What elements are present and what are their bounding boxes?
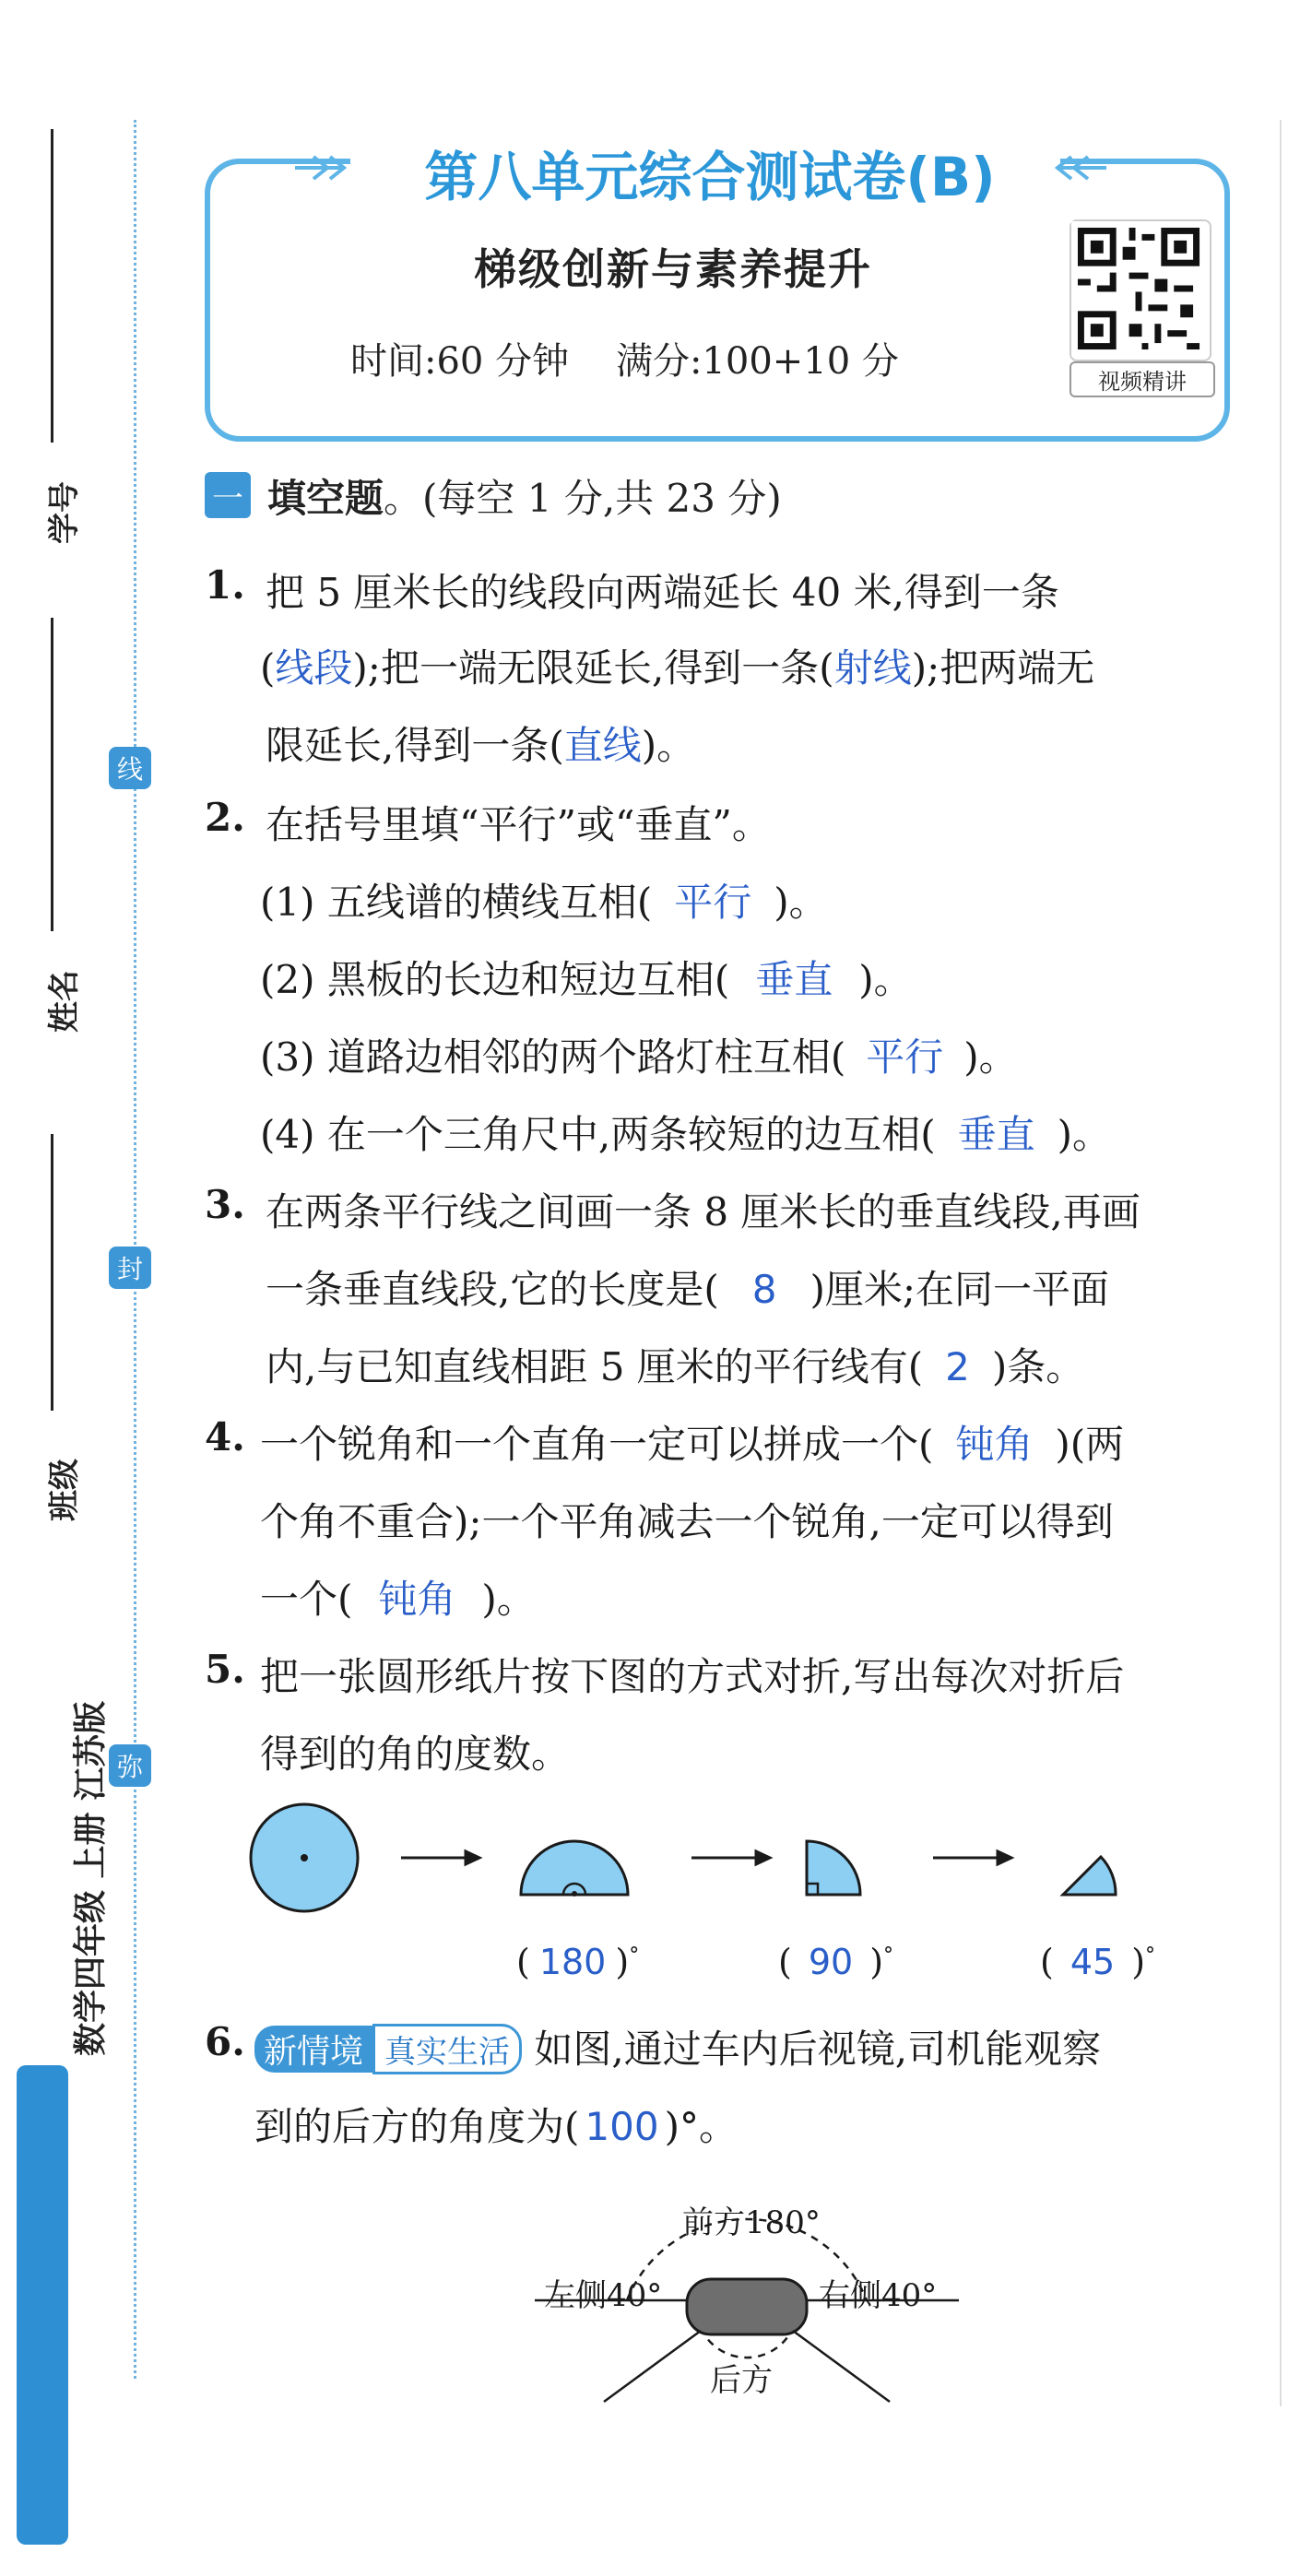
section-number-badge: 一 bbox=[205, 472, 251, 518]
class-label: 班级 bbox=[46, 1459, 83, 1521]
q5-number: 5. bbox=[205, 1647, 245, 1692]
qr-code[interactable] bbox=[1070, 219, 1211, 361]
q3-number: 3. bbox=[205, 1182, 245, 1227]
q4-line2: 个角不重合);一个平角减去一个锐角,一定可以得到 bbox=[260, 1499, 1114, 1544]
q2-sub2-answer: 垂直 bbox=[755, 957, 833, 1002]
new-context-badge: 新情境 bbox=[254, 2026, 372, 2073]
q5-answer-180: ( 180 )° bbox=[516, 1942, 640, 1982]
book-tag bbox=[17, 1577, 110, 2563]
qr-code-icon bbox=[1071, 221, 1206, 356]
half-circle-paper bbox=[521, 1841, 628, 1895]
q4-number: 4. bbox=[205, 1414, 245, 1459]
page-title: 第八单元综合测试卷(B) bbox=[424, 146, 996, 208]
front-label: 前方180° bbox=[682, 2204, 821, 2241]
quarter-circle-paper bbox=[807, 1841, 860, 1895]
q2-sub1: (1) 五线谱的横线互相( 平行 )。 bbox=[260, 880, 828, 925]
q1-line1: 把 5 厘米长的线段向两端延长 40 米,得到一条 bbox=[266, 570, 1059, 615]
back-label: 后方 bbox=[710, 2362, 773, 2399]
qr-caption: 视频精讲 bbox=[1070, 361, 1215, 397]
q1-answer3: 直线 bbox=[563, 723, 642, 768]
seal-line-mark: 线 bbox=[109, 747, 151, 789]
right-label: 右侧40° bbox=[819, 2277, 938, 2314]
q4-answer2: 钝角 bbox=[378, 1577, 456, 1622]
q5-line2: 得到的角的度数。 bbox=[260, 1731, 571, 1777]
student-no-label: 学号 bbox=[46, 481, 83, 544]
q1-line2: (线段);把一端无限延长,得到一条(射线);把两端无 bbox=[260, 645, 1095, 691]
q2-sub4: (4) 在一个三角尺中,两条较短的边互相( 垂直 )。 bbox=[260, 1112, 1111, 1157]
q2-sub3: (3) 道路边相邻的两个路灯柱互相( 平行 )。 bbox=[260, 1034, 1018, 1080]
q4-line3: 一个( 钝角 )。 bbox=[260, 1577, 536, 1622]
q3-answer2: 2 bbox=[945, 1344, 970, 1389]
seal-seal-mark: 封 bbox=[109, 1247, 151, 1289]
page-edge-line bbox=[1280, 120, 1282, 2406]
q3-answer1: 8 bbox=[751, 1267, 777, 1312]
q2-sub2: (2) 黑板的长边和短边互相( 垂直 )。 bbox=[260, 957, 913, 1002]
q2-sub1-answer: 平行 bbox=[674, 880, 752, 925]
exam-meta: 时间:60 分钟 满分:100+10 分 bbox=[350, 340, 899, 383]
book-info: 数学四年级 上册 江苏版 bbox=[72, 1700, 110, 2056]
q3-line2: 一条垂直线段,它的长度是( 8 )厘米;在同一平面 bbox=[266, 1267, 1110, 1312]
q2-line1: 在括号里填“平行”或“垂直”。 bbox=[266, 802, 771, 847]
left-label: 左侧40° bbox=[544, 2277, 663, 2314]
q2-sub3-answer: 平行 bbox=[866, 1034, 944, 1080]
brand-logo: 亮点给力大试卷 bbox=[17, 2065, 68, 2545]
q4-answer1: 钝角 bbox=[955, 1422, 1034, 1467]
student-no-rule bbox=[51, 129, 53, 443]
section-heading: 填空题。(每空 1 分,共 23 分) bbox=[267, 476, 782, 521]
seal-mi-mark: 弥 bbox=[109, 1744, 151, 1787]
q3-line1: 在两条平行线之间画一条 8 厘米长的垂直线段,再画 bbox=[266, 1189, 1140, 1235]
name-label: 姓名 bbox=[46, 970, 83, 1033]
half-center-dot bbox=[572, 1891, 577, 1897]
q5-line1: 把一张圆形纸片按下图的方式对折,写出每次对折后 bbox=[260, 1654, 1125, 1699]
right-sight-line bbox=[793, 2331, 890, 2402]
mirror-icon bbox=[687, 2279, 807, 2334]
q1-answer2: 射线 bbox=[833, 645, 912, 691]
page-subtitle: 梯级创新与素养提升 bbox=[474, 244, 872, 294]
q6-line1: 新情境 真实生活 如图,通过车内后视镜,司机能观察 bbox=[254, 2019, 1101, 2074]
q6-line2: 到的后方的角度为( 100 )°。 bbox=[254, 2104, 738, 2149]
q1-answer1: 线段 bbox=[275, 645, 353, 691]
q5-answer-45: ( 45 )° bbox=[1040, 1942, 1156, 1982]
q1-line3: 限延长,得到一条(直线)。 bbox=[266, 723, 696, 768]
name-rule bbox=[51, 618, 53, 931]
eighth-circle-paper bbox=[1063, 1857, 1116, 1895]
left-sight-line bbox=[604, 2331, 701, 2402]
q6-number: 6. bbox=[205, 2019, 245, 2064]
q6-answer: 100 bbox=[585, 2104, 659, 2149]
circle-center-dot bbox=[301, 1854, 308, 1861]
real-life-badge: 真实生活 bbox=[372, 2024, 522, 2074]
folding-figure bbox=[240, 1798, 1162, 1936]
q4-line1: 一个锐角和一个直角一定可以拼成一个( 钝角 )(两 bbox=[260, 1422, 1125, 1467]
q2-number: 2. bbox=[205, 795, 245, 840]
q5-answer-90: ( 90 )° bbox=[778, 1942, 894, 1982]
q2-sub4-answer: 垂直 bbox=[957, 1112, 1035, 1157]
q3-line3: 内,与已知直线相距 5 厘米的平行线有( 2 )条。 bbox=[266, 1344, 1085, 1389]
q1-number: 1. bbox=[205, 562, 245, 608]
class-rule bbox=[51, 1134, 53, 1411]
